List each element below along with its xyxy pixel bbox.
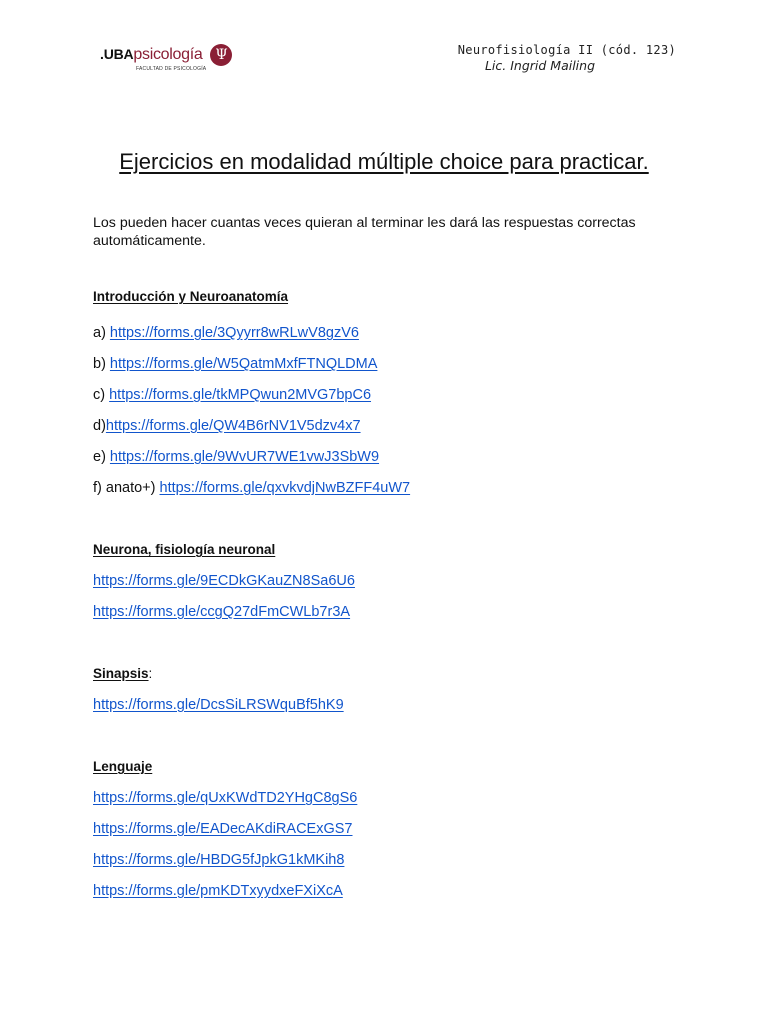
logo-psicologia-text: psicología: [133, 46, 203, 63]
form-link[interactable]: https://forms.gle/tkMPQwun2MVG7bpC6: [109, 387, 372, 403]
section-heading-neuroanatomia: Introducción y Neuroanatomía: [93, 289, 289, 304]
page-title: Ejercicios en modalidad múltiple choice para practicar.: [119, 149, 649, 174]
item-prefix: b): [93, 356, 110, 372]
logo-uba-text: .UBA: [100, 46, 134, 62]
form-link[interactable]: https://forms.gle/W5QatmMxfFTNQLDMA: [109, 356, 378, 372]
heading-suffix: :: [148, 666, 153, 681]
list-item: [93, 820, 353, 838]
form-link[interactable]: https://forms.gle/9WvUR7WE1vwJ3SbW9: [109, 449, 380, 465]
list-item: [93, 355, 377, 373]
intro-paragraph: Los pueden hacer cuantas veces quieran al terminar les dará las respuestas correctas automáticamente.: [93, 215, 636, 249]
section-heading-sinapsis-wrapper: [93, 666, 152, 681]
list-item: [93, 789, 357, 807]
form-link[interactable]: https://forms.gle/3Qyyrr8wRLwV8gzV6: [109, 325, 359, 341]
section-heading-sinapsis: Sinapsis: [93, 666, 149, 681]
section-heading-neurona: Neurona, fisiología neuronal: [93, 542, 276, 557]
item-prefix: d): [93, 418, 106, 434]
list-item: [93, 603, 350, 621]
list-item: [93, 324, 359, 342]
lecturer-name: Lic. Ingrid Mailing: [484, 58, 596, 73]
list-item: [93, 448, 379, 466]
form-link[interactable]: https://forms.gle/ccgQ27dFmCWLb7r3A: [93, 604, 351, 620]
list-item: [93, 882, 343, 900]
form-link[interactable]: https://forms.gle/qxvkvdjNwBZFF4uW7: [159, 480, 411, 496]
form-link[interactable]: https://forms.gle/QW4B6rNV1V5dzv4x7: [105, 418, 361, 434]
item-prefix: a): [93, 325, 110, 341]
uba-psicologia-logo: [100, 44, 232, 72]
logo-subtitle: FACULTAD DE PSICOLOGÍA: [136, 66, 207, 72]
item-prefix: e): [93, 449, 110, 465]
item-prefix: c): [93, 387, 110, 403]
list-item: [93, 851, 344, 869]
list-item: [93, 696, 344, 714]
form-link[interactable]: https://forms.gle/EADecAKdiRACExGS7: [93, 821, 353, 837]
psi-emblem-icon: Ψ: [210, 44, 232, 66]
list-item: [93, 417, 361, 435]
form-link[interactable]: https://forms.gle/9ECDkGKauZN8Sa6U6: [93, 573, 355, 589]
list-item: [93, 572, 355, 590]
form-link[interactable]: https://forms.gle/qUxKWdTD2YHgC8gS6: [93, 790, 358, 806]
logo-wordmark: [100, 46, 207, 72]
item-prefix: f) anato+): [93, 480, 160, 496]
course-name: Neurofisiología II (cód. 123): [457, 43, 676, 57]
list-item: [93, 479, 410, 497]
form-link[interactable]: https://forms.gle/pmKDTxyydxeFXiXcA: [93, 883, 343, 899]
section-heading-lenguaje: Lenguaje: [93, 759, 153, 774]
form-link[interactable]: https://forms.gle/HBDG5fJpkG1kMKih8: [93, 852, 345, 868]
form-link[interactable]: https://forms.gle/DcsSiLRSWquBf5hK9: [93, 697, 344, 713]
list-item: [93, 386, 371, 404]
